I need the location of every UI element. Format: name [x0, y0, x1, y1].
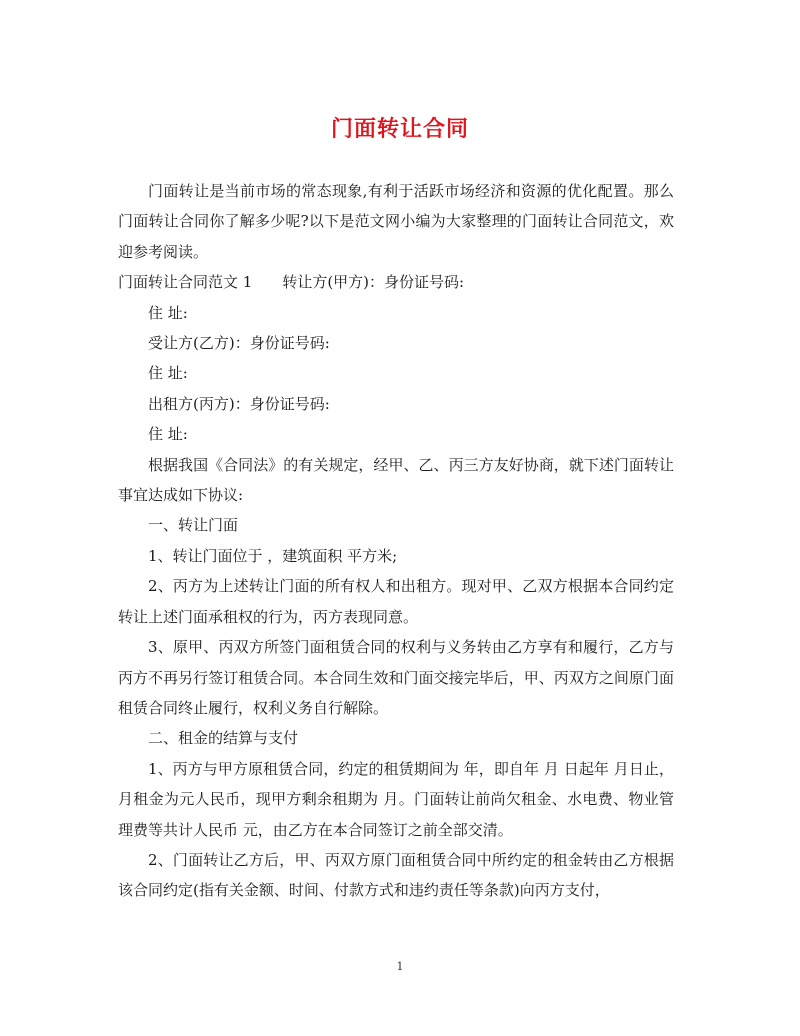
- basis-paragraph: 根据我国《合同法》的有关规定，经甲、乙、丙三方友好协商，就下述门面转让事宜达成如下协议:: [118, 455, 674, 505]
- document-title: 门面转让合同: [330, 116, 469, 142]
- section-1-item-3: 3、原甲、丙双方所签门面租赁合同的权利与义务转由乙方享有和履行，乙方与丙方不再另行签订租赁合同。本合同生效和门面交接完毕后，甲、丙双方之间原门面租赁合同终止履行，权利义务自行解除。: [118, 638, 674, 717]
- address-line-2: 住 址:: [148, 364, 188, 383]
- section-1-item-1: 1、转让门面位于 ，建筑面积 平方米;: [148, 546, 398, 565]
- section-1-item-2: 2、丙方为上述转让门面的所有权人和出租方。现对甲、乙双方根据本合同约定转让上述门面承租权的行为，丙方表现同意。: [118, 577, 674, 626]
- party-c-line: 出租方(丙方)：身份证号码:: [148, 394, 330, 413]
- intro-paragraph: 门面转让是当前市场的常态现象,有利于活跃市场经济和资源的优化配置。那么门面转让合同你了解多少呢?以下是范文网小编为大家整理的门面转让合同范文，欢迎参考阅读。: [118, 182, 674, 261]
- section-2-item-1: 1、丙方与甲方原租赁合同，约定的租赁期间为 年，即自年 月 日起年 月日止，月租金为元人民币，现甲方剩余租期为 月。门面转让前尚欠租金、水电费、物业管理费等共计人民币 元，由乙方在本合同签订之前全部交清。: [118, 759, 674, 839]
- page-number: 1: [396, 960, 404, 973]
- sample-heading: 门面转让合同范文 1: [118, 273, 253, 292]
- section-2-item-2: 2、门面转让乙方后，甲、丙双方原门面租赁合同中所约定的租金转由乙方根据该合同约定(指有关金额、时间、付款方式和违约责任等条款)向丙方支付，: [118, 850, 674, 900]
- document-body: [118, 176, 674, 906]
- section-1-heading: 一、转让门面: [148, 516, 239, 535]
- address-line-3: 住 址:: [148, 425, 188, 444]
- address-line-1: 住 址:: [148, 303, 188, 322]
- sample-heading-line: [118, 267, 674, 297]
- party-b-line: 受让方(乙方)：身份证号码:: [148, 334, 330, 353]
- party-a-line: 转让方(甲方)：身份证号码:: [282, 273, 465, 292]
- section-2-heading: 二、租金的结算与支付: [148, 729, 299, 748]
